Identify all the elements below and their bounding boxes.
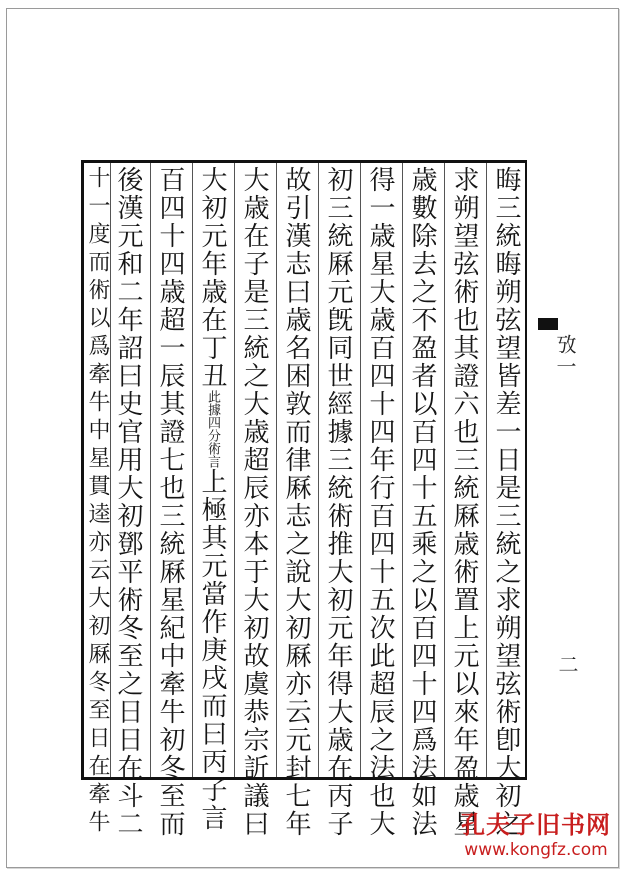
column-8-main-before: 大初元年歳在丁丑 [197,166,227,390]
text-column-6: 故引漢志曰歳名困敦而律厤志之說大初厤亦云元封七年 [281,166,311,838]
text-column-7: 大歳在子是三統之大歳超辰亦本于大初故虞恭宗訢議曰 [239,166,269,838]
margin-label-page: 二 [555,654,579,676]
column-rule [360,163,361,777]
column-rule [402,163,403,777]
column-rule [110,163,111,777]
margin-label-top: 攷一 [553,334,577,378]
watermark-url: www.kongfz.com [464,840,608,860]
text-column-10: 後漢元和二年詔曰史官用大初鄧平術冬至之日日在斗二 [113,166,143,838]
column-8-main-after: 上極其元當作庚戌而曰丙子言 [197,468,227,832]
column-rule [276,163,277,777]
text-column-9: 百四十四歳超一辰其證七也三統厤星紀中牽牛初冬至而 [155,166,185,838]
watermark-title: 孔夫子旧书网 [461,811,611,839]
text-column-11: 十一度而術以爲牽牛中星貫逵亦云大初厤冬至日在牽牛 [85,166,110,838]
text-column-4: 得一歳星大歳百四十四年行百四十五次此超辰之法也大 [365,166,395,838]
text-column-8 [199,166,225,832]
column-rule [444,163,445,777]
column-rule [192,163,193,777]
text-column-2: 求朔望弦術也其證六也三統厤歳術置上元以來年盈歳星 [449,166,479,838]
text-column-5: 初三統厤元旣同世經據三統術推大初元年得大歳在丙子 [323,166,353,838]
inline-annotation-left: 分術言 [205,429,220,468]
border-top [81,160,527,163]
border-left [81,160,84,780]
inline-annotation-right: 此據四 [205,390,220,429]
text-column-1: 晦三統晦朔弦望皆差一日是三統之求朔望弦術卽大初之 [491,166,521,838]
column-rule [150,163,151,777]
fold-marker [538,318,558,330]
border-right [525,160,527,780]
column-rule [486,163,487,777]
watermark [461,805,611,860]
text-column-3: 歳數除去之不盈者以百四十五乘之以百四十四爲法如法 [407,166,437,838]
column-rule [318,163,319,777]
column-rule [234,163,235,777]
